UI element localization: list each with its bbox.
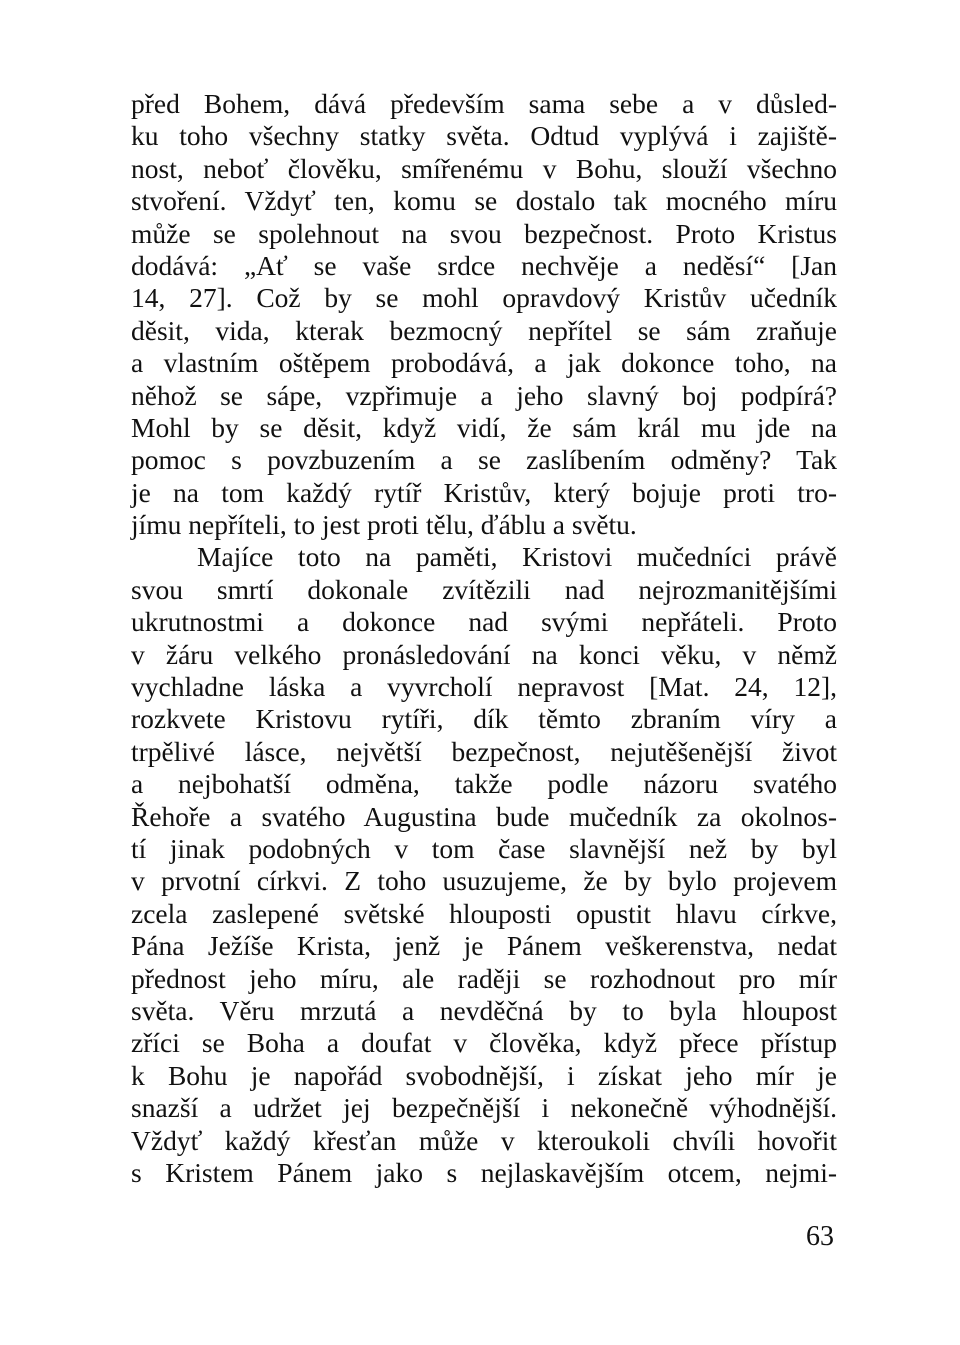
text-line: rozkvete Kristovu rytíři, dík těmto zbraním víry a — [131, 703, 837, 735]
paragraph-start-line: Majíce toto na paměti, Kristovi mučedníci právě — [197, 541, 837, 573]
text-line: Mohl by se děsit, když vidí, že sám král mu jde na — [131, 411, 837, 443]
text-line: dodává: „Ať se vaše srdce nechvěje a neděsí“ [Jan — [131, 249, 837, 281]
text-line: nost, neboť člověku, smířenému v Bohu, slouží všechno — [131, 152, 837, 184]
text-line: něhož se sápe, vzpřimuje a jeho slavný boj podpírá? — [131, 379, 837, 411]
text-line: děsit, vida, kterak bezmocný nepřítel se sám zraňuje — [131, 314, 837, 346]
text-line: pomoc s povzbuzením a se zaslíbením odměny? Tak — [131, 444, 837, 476]
body-text — [131, 88, 837, 1189]
text-line: 14, 27]. Což by se mohl opravdový Kristův učedník — [131, 282, 837, 314]
text-line: Vždyť každý křesťan může v kteroukoli chvíli hovořit — [131, 1124, 837, 1156]
text-line: ku toho všechny statky světa. Odtud vyplývá i zajiště- — [131, 120, 837, 152]
text-line: svou smrtí dokonale zvítězili nad nejrozmanitějšími — [131, 573, 837, 605]
text-line: zříci se Boha a doufat v člověka, když přece přístup — [131, 1027, 837, 1059]
text-line: světa. Věru mrzutá a nevděčná by to byla hloupost — [131, 994, 837, 1026]
text-line: Řehoře a svatého Augustina bude mučedník za okolnos- — [131, 800, 837, 832]
text-line: tí jinak podobných v tom čase slavnější než by byl — [131, 832, 837, 864]
text-line: v žáru velkého pronásledování na konci věku, v němž — [131, 638, 837, 670]
text-line: v prvotní církvi. Z toho usuzujeme, že by bylo projevem — [131, 865, 837, 897]
text-line: je na tom každý rytíř Kristův, který bojuje proti tro- — [131, 476, 837, 508]
text-line: zcela zaslepené světské hlouposti opustit hlavu církve, — [131, 897, 837, 929]
text-line: ukrutnostmi a dokonce nad svými nepřáteli. Proto — [131, 606, 837, 638]
text-line: trpělivé lásce, největší bezpečnost, nejutěšenější život — [131, 735, 837, 767]
text-line: přednost jeho míru, ale raději se rozhodnout pro mír — [131, 962, 837, 994]
text-line: může se spolehnout na svou bezpečnost. Proto Kristus — [131, 217, 837, 249]
text-line: a nejbohatší odměna, takže podle názoru svatého — [131, 768, 837, 800]
page-number: 63 — [806, 1221, 834, 1252]
text-line: a vlastním oštěpem probodává, a jak dokonce toho, na — [131, 347, 837, 379]
text-line: jímu nepříteli, to jest proti tělu, ďáblu a světu. — [131, 509, 637, 541]
text-line: stvoření. Vždyť ten, komu se dostalo tak mocného míru — [131, 185, 837, 217]
text-line: snazší a udržet jej bezpečnější i nekonečně výhodnější. — [131, 1092, 837, 1124]
text-line: Pána Ježíše Krista, jenž je Pánem veškerenstva, nedat — [131, 930, 837, 962]
text-line: vychladne láska a vyvrcholí nepravost [Mat. 24, 12], — [131, 671, 837, 703]
text-line: k Bohu je napořád svobodnější, i získat jeho mír je — [131, 1059, 837, 1091]
text-line: před Bohem, dává především sama sebe a v důsled- — [131, 88, 837, 119]
text-line: s Kristem Pánem jako s nejlaskavějším otcem, nejmi- — [131, 1156, 837, 1188]
